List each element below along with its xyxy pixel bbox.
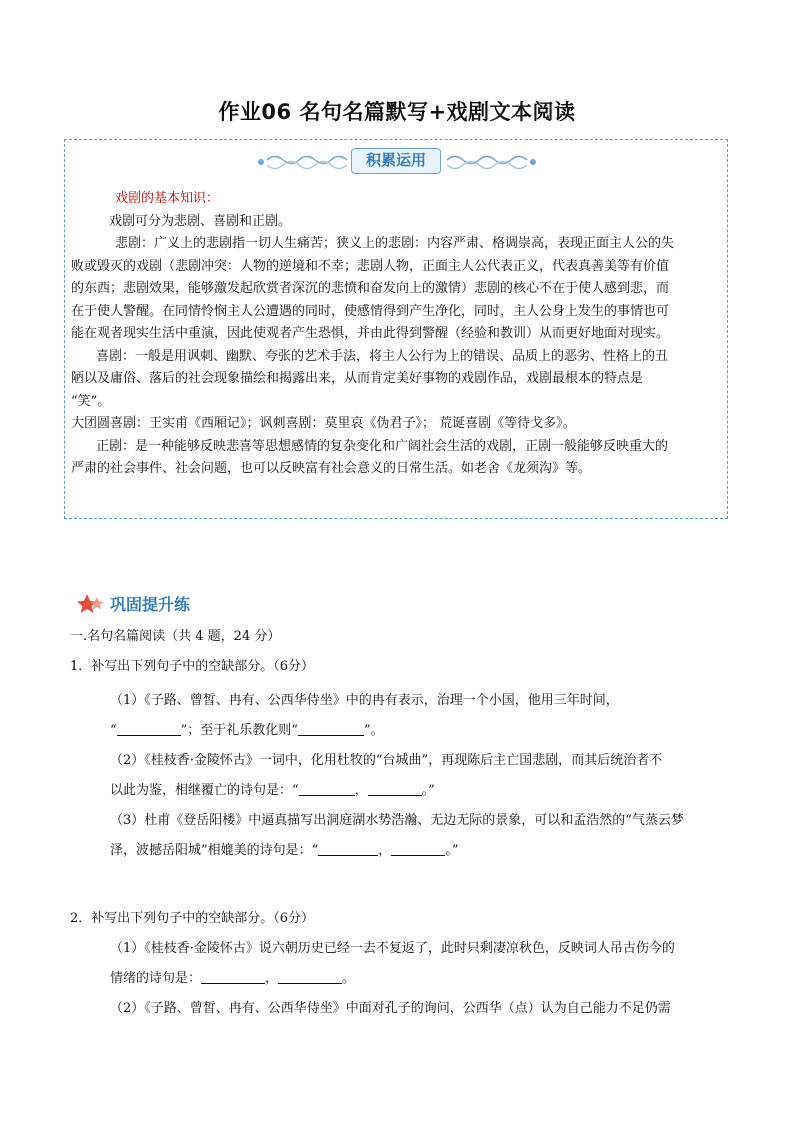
- answer-blank[interactable]: [117, 721, 181, 736]
- knowledge-tragedy-line: 在于使人警醒。在同情怜悯主人公遭遇的同时，使感情得到产生净化，同时，主人公身上发生的事情也可: [71, 303, 670, 319]
- page-title: 作业06 名句名篇默写+戏剧文本阅读: [218, 100, 576, 124]
- answer-blank[interactable]: [299, 781, 355, 796]
- banner: [255, 147, 539, 177]
- q1-sub2-blanks: 以此为鉴，相继覆亡的诗句是：“ ， 。”: [110, 783, 435, 798]
- knowledge-drama-line: 严肃的社会事件、社会问题，也可以反映富有社会意义的日常生活。如老舍《龙须沟》等。: [71, 461, 592, 476]
- question-2: [70, 904, 740, 1024]
- knowledge-tragedy-line: 的东西；悲剧效果，能够激发起欣赏者深沉的悲愤和奋发向上的激情）悲剧的核心不在于使人感到悲，而: [71, 281, 670, 296]
- answer-blank[interactable]: [368, 781, 422, 796]
- knowledge-box: [64, 139, 728, 519]
- knowledge-comedy-line: 陋以及庸俗、落后的社会现象描绘和揭露出来，从而肯定美好事物的戏剧作品，戏剧最根本的特点是: [71, 371, 644, 386]
- q2-sub1: （1）《桂枝香·金陵怀古》说六朝历史已经一去不复返了，此时只剩凄凉秋色，反映词人吊古伤今的: [110, 941, 675, 956]
- star-icon: [76, 593, 106, 615]
- question-1: [70, 686, 740, 866]
- wave-ornament-left-icon: [255, 147, 351, 177]
- q1-sub2: （2）《桂枝香·金陵怀古》一词中，化用杜牧的“台城曲”，再现陈后主亡国悲剧，而其后统治者不: [110, 753, 663, 768]
- knowledge-tragedy-line: 悲剧：广义上的悲剧指一切人生痛苦；狭义上的悲剧：内容严肃、格调崇高，表现正面主人公的失: [115, 236, 675, 251]
- q2-stem: 2．补写出下列句子中的空缺部分。（6分）: [70, 911, 315, 926]
- q2-sub1-blanks: 情绪的诗句是： ， 。: [110, 971, 356, 986]
- answer-blank[interactable]: [318, 841, 378, 856]
- section-header: [76, 592, 276, 616]
- answer-blank[interactable]: [201, 969, 265, 984]
- knowledge-comedy-line: 喜剧：一般是用讽刺、幽默、夸张的艺术手法，将主人公行为上的错误、品质上的恶劣、性格上的丑: [96, 348, 669, 364]
- q1-sub3-blanks: 泽，波撼岳阳城”相媲美的诗句是：“ ， 。”: [110, 843, 459, 858]
- q1-sub1: （1）《子路、曾皙、冉有、公西华侍坐》中的冉有表示，治理一个小国，他用三年时间，: [110, 693, 619, 708]
- answer-blank[interactable]: [278, 969, 342, 984]
- q1-sub1-blanks: “ ”；至于礼乐教化则“ ”。: [110, 723, 384, 738]
- answer-blank[interactable]: [298, 721, 364, 736]
- section-label: 巩固提升练: [110, 595, 191, 614]
- knowledge-heading: 戏剧的基本知识：: [115, 191, 220, 206]
- q1-stem: 1．补写出下列句子中的空缺部分。（6分）: [70, 659, 315, 674]
- q2-sub2: （2）《子路、曾皙、冉有、公西华侍坐》中面对孔子的询问，公西华（点）认为自己能力不足仍需: [110, 1001, 671, 1016]
- knowledge-drama-line: 正剧：是一种能够反映悲喜等思想感情的复杂变化和广阔社会生活的戏剧，正剧一般能够反映重大的: [96, 438, 669, 454]
- knowledge-tragedy-line: 败或毁灭的戏剧（悲剧冲突：人物的逆境和不幸；悲剧人物，正面主人公代表正义，代表真善美等有价值: [71, 258, 670, 274]
- wave-ornament-right-icon: [443, 147, 539, 177]
- part1-heading-wrap: [70, 626, 740, 678]
- answer-blank[interactable]: [391, 841, 445, 856]
- knowledge-tragedy-line: 能在观者现实生活中重演，因此使观者产生恐惧，并由此得到警醒（经验和教训）从而更好地面对现实。: [71, 326, 670, 341]
- banner-label: 积累运用: [351, 148, 441, 174]
- knowledge-comedy-types: 大团圆喜剧：王实甫《西厢记》；讽刺喜剧：莫里哀《伪君子》； 荒诞喜剧《等待戈多》。: [71, 416, 576, 431]
- knowledge-p1: 戏剧可分为悲剧、喜剧和正剧。: [109, 213, 292, 229]
- knowledge-comedy-line: “笑”。: [71, 393, 111, 409]
- q1-sub3: （3）杜甫《登岳阳楼》中逼真描写出洞庭湖水势浩瀚、无边无际的景象，可以和孟浩然的“气蒸云梦: [110, 813, 684, 828]
- knowledge-text: [71, 188, 721, 481]
- part1-heading: 一.名句名篇阅读（共 4 题，24 分）: [70, 629, 281, 644]
